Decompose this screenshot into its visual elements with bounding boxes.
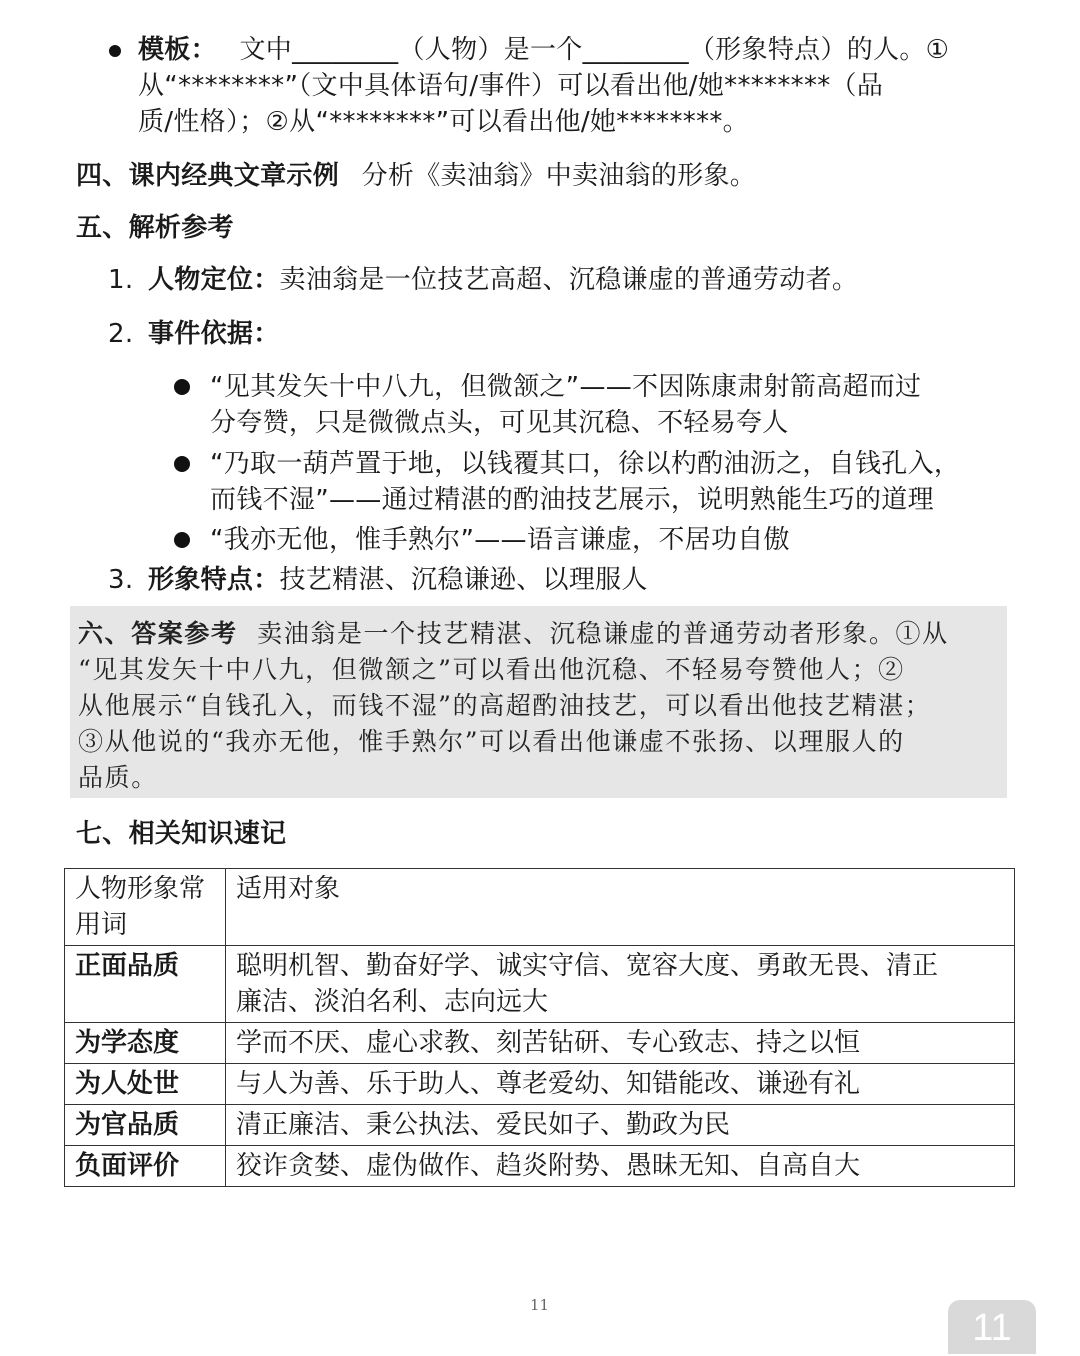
table-header-row [65, 869, 1015, 946]
event-bullet-1-line-1: “见其发矢十中八九，但微颔之”——不因陈康肃射箭高超而过 [210, 372, 922, 402]
answer-line-4: ③从他说的“我亦无他，惟手熟尔”可以看出他谦虚不张扬、以理服人的 [78, 727, 905, 756]
page-number-badge[interactable]: 11 [948, 1300, 1036, 1354]
template-line-3: 质/性格）；②从“********”可以看出他/她********。 [138, 107, 749, 137]
table-row [65, 1105, 1015, 1146]
answer-line-1 [78, 616, 949, 652]
row-label: 负面评价 [65, 1146, 226, 1187]
template-line-1 [138, 32, 949, 68]
table-row [65, 1023, 1015, 1064]
table-row [65, 946, 1015, 1023]
section-4-text: 分析《卖油翁》中卖油翁的形象。 [361, 161, 757, 191]
event-bullet-2-line-2: 而钱不湿”——通过精湛的酌油技艺展示，说明熟能生巧的道理 [210, 485, 934, 515]
row-label: 为学态度 [65, 1023, 226, 1064]
item-2-label: 事件依据： [148, 319, 280, 349]
row-label: 为官品质 [65, 1105, 226, 1146]
section-5-item-3 [108, 562, 648, 598]
item-1-text: 卖油翁是一位技艺高超、沉稳谦虚的普通劳动者。 [279, 265, 859, 295]
section-5-item-2 [108, 316, 280, 352]
row-label: 为人处世 [65, 1064, 226, 1105]
section-7-heading: 七、相关知识速记 [76, 819, 287, 849]
item-3-label: 形象特点： [148, 565, 280, 595]
row-content [226, 946, 1015, 1023]
page-number: 11 [530, 1296, 550, 1314]
knowledge-table [64, 868, 1015, 1187]
event-bullet-1-line-2: 分夸赞，只是微微点头，可见其沉稳、不轻易夸人 [210, 408, 789, 438]
table-row [65, 1064, 1015, 1105]
table-header-cell-2 [226, 869, 1015, 946]
template-text-1: 文中________（人物）是一个________（形象特点）的人。① [239, 35, 950, 65]
answer-line-5: 品质。 [78, 763, 158, 792]
template-bullet [109, 45, 121, 57]
section-5-item-1 [108, 262, 858, 298]
answer-text-1: 卖油翁是一个技艺精湛、沉稳谦虚的普通劳动者形象。①从 [257, 619, 949, 648]
section-4 [76, 158, 756, 194]
section-4-heading: 四、课内经典文章示例 [76, 161, 340, 191]
item-1-label: 人物定位： [148, 265, 280, 295]
event-bullet-3-line-1: “我亦无他，惟手熟尔”——语言谦虚，不居功自傲 [210, 525, 790, 555]
header-c1-line-2: 用词 [75, 910, 128, 940]
item-2-number: 2. [108, 319, 134, 349]
row-content: 学而不厌、虚心求教、刻苦钻研、专心致志、持之以恒 [226, 1023, 1015, 1064]
table-row [65, 1146, 1015, 1187]
template-label: 模板： [138, 35, 217, 65]
event-bullet-2-dot [174, 456, 190, 472]
event-bullet-3-dot [174, 532, 190, 548]
row-content-line-2: 廉洁、淡泊名利、志向远大 [236, 987, 549, 1017]
table-header-cell-1 [65, 869, 226, 946]
row-content-line-1: 聪明机智、勤奋好学、诚实守信、宽容大度、勇敢无畏、清正 [236, 951, 939, 981]
row-label: 正面品质 [65, 946, 226, 1023]
row-content: 狡诈贪婪、虚伪做作、趋炎附势、愚昧无知、自高自大 [226, 1146, 1015, 1187]
answer-line-2: “见其发矢十中八九，但微颔之”可以看出他沉稳、不轻易夸赞他人；② [78, 655, 905, 684]
header-c1-line-1: 人物形象常 [75, 874, 206, 904]
row-content: 清正廉洁、秉公执法、爱民如子、勤政为民 [226, 1105, 1015, 1146]
event-bullet-1-dot [174, 379, 190, 395]
section-6-heading: 六、答案参考 [78, 619, 238, 648]
header-c2: 适用对象 [236, 874, 341, 904]
row-content: 与人为善、乐于助人、尊老爱幼、知错能改、谦逊有礼 [226, 1064, 1015, 1105]
item-3-text: 技艺精湛、沉稳谦逊、以理服人 [279, 565, 648, 595]
item-1-number: 1. [108, 265, 134, 295]
event-bullet-2-line-1: “乃取一葫芦置于地，以钱覆其口，徐以杓酌油沥之，自钱孔入， [210, 449, 961, 479]
template-line-2: 从“********”（文中具体语句/事件）可以看出他/她********（品 [138, 71, 884, 101]
section-5-heading: 五、解析参考 [76, 213, 234, 243]
item-3-number: 3. [108, 565, 134, 595]
answer-line-3: 从他展示“自钱孔入，而钱不湿”的高超酌油技艺，可以看出他技艺精湛； [78, 691, 932, 720]
